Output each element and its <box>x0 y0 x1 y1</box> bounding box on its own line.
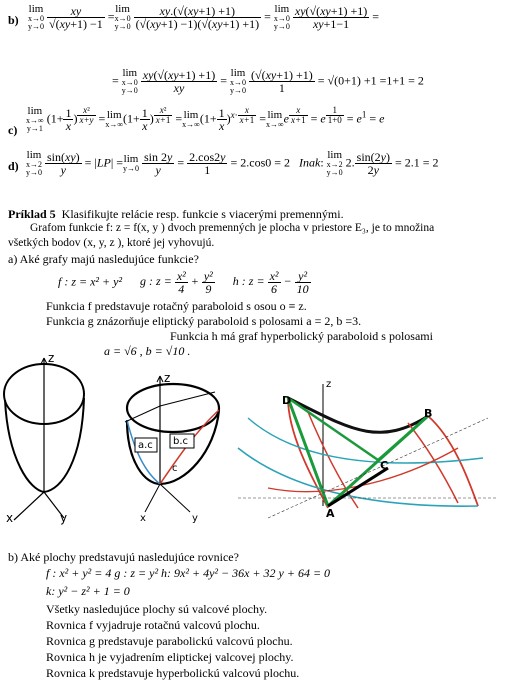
g-definition: g : z = $\frac{\text{x²}}{4}$ + $\frac{\text{y²}}{9}$ <box>140 269 213 296</box>
fig3-B-label: B <box>424 407 433 420</box>
h-description: Funkcia h má graf hyperbolický paraboloid s polosami <box>170 329 433 343</box>
limit-c-line: lim x→∞ y→1 (1+ $\frac{1}{x}$ ) $^{\frac{\text{x²}}{x+y}}$ = lim x→∞ (1+ $\frac{1}{x}$ ) $^{\frac{\text{x²}}{x+1}}$ = lim x→∞ (1+ $\frac{1}{x}$ )$^{x\cdot \frac{x}{x+1}}$ = lim x→∞ e $^{\frac{x}{x+1}}$ = e $^{\frac{1}{1+0}}$ = $e^1 = e$ <box>26 105 385 134</box>
fig2-bc-label: b.c <box>173 436 189 447</box>
surface-h-text: Rovnica h je vyjadrením eliptickej valcovej plochy. <box>46 650 294 664</box>
intro-line-2: všetkých bodov (x, y, z ), ktoré jej vyhovujú. <box>8 237 215 249</box>
figure-hyperbolic-paraboloid <box>228 378 506 528</box>
h-definition: h : z = $\frac{\text{x²}}{6}$ − $\frac{\text{y²}}{10}$ <box>232 269 309 296</box>
part-b-label: b) <box>8 13 19 27</box>
fig2-c-label: c <box>172 463 178 474</box>
fig2-ac-label: a.c <box>138 440 153 451</box>
part-c-label: c) <box>8 123 18 137</box>
fig2-z-label: z <box>164 371 171 385</box>
fig2-y-label: y <box>192 513 198 524</box>
fig3-z-label: z <box>326 379 332 390</box>
equation-k: k: y² − z² + 1 = 0 <box>46 584 130 598</box>
fig1-y-label: y <box>60 511 68 525</box>
surface-k-text: Rovnica k predstavuje hyperbolickú valcovú plochu. <box>46 666 300 680</box>
part-d-label: d) <box>8 159 19 173</box>
surface-f-text: Rovnica f vyjadruje rotačnú valcovú plochu. <box>46 618 260 632</box>
example-title-text: Klasifikujte relácie resp. funkcie s viacerými premennými. <box>61 207 344 221</box>
h-semiaxes: a = √6 , b = √10 . <box>104 344 191 358</box>
fig3-A-label: A <box>326 507 335 520</box>
surface-g-text: Rovnica g predstavuje parabolickú valcovú plochu. <box>46 634 293 648</box>
figure-elliptic-paraboloid <box>115 372 225 532</box>
g-description: Funkcia g znázorňuje eliptický paraboloid s polosami a = 2, b =3. <box>46 314 362 328</box>
limit-b-line2: = lim x→0 y→0 $\frac{xy(√(xy+1) +1)}{xy}$ = lim x→0 y→0 $\frac{(√(xy+1) +1)}{1}$ = √(0+1) +1 =1+1 = 2 <box>112 67 424 95</box>
intro-line-1: Grafom funkcie f: z = f(x, y ) dvoch premenných je plocha v priestore E₃, je to množina <box>30 222 435 234</box>
question-b: b) Aké plochy predstavujú nasledujúce rovnice? <box>8 550 239 564</box>
fig1-z-label: z <box>48 351 55 365</box>
limit-b-line1: lim x→0 y→0 $\frac{xy}{√(xy+1) -1}$ =lim x→0 y→0 $\frac{xy.(√(xy+1) +1)}{(√(xy+1) -1)(√(xy+1) +1)}$ = lim x→0 y→0 $\frac{xy(√(xy+1) +1)}{xy+1-1}$ = <box>28 3 380 31</box>
f-description: Funkcia f predstavuje rotačný paraboloid s osou o ≡ z. <box>46 299 307 313</box>
fig2-x-label: x <box>140 513 146 524</box>
function-defs <box>58 270 311 295</box>
f-definition: f : z = x² + y² <box>58 274 123 289</box>
fig3-D-label: D <box>282 394 292 407</box>
question-a: a) Aké grafy majú nasledujúce funkcie? <box>8 252 199 266</box>
fig3-C-label: C <box>380 459 389 472</box>
all-surfaces-text: Všetky nasledujúce plochy sú valcové plochy. <box>46 602 268 616</box>
equations-fgh: f : x² + y² = 4 g : z = y² h: 9x² + 4y² − 36x + 32 y + 64 = 0 <box>46 566 331 580</box>
example-title-label: Príklad 5 <box>8 207 56 221</box>
limit-d-line: lim x→2 y→0 $\frac{\sin(xy)}{y}$ = |LP| =lim y→0 $\frac{\sin 2y}{y}$ = $\frac{2.\cos 2y}{1}$ = 2.cos0 = 2 Inak: lim x→2 y→0 2. $\frac{\sin(2y)}{2y}$ = 2.1 = 2 <box>26 149 439 177</box>
example-title <box>8 208 344 220</box>
fig1-x-label: x <box>6 511 14 525</box>
figure-rotational-paraboloid <box>0 350 115 540</box>
